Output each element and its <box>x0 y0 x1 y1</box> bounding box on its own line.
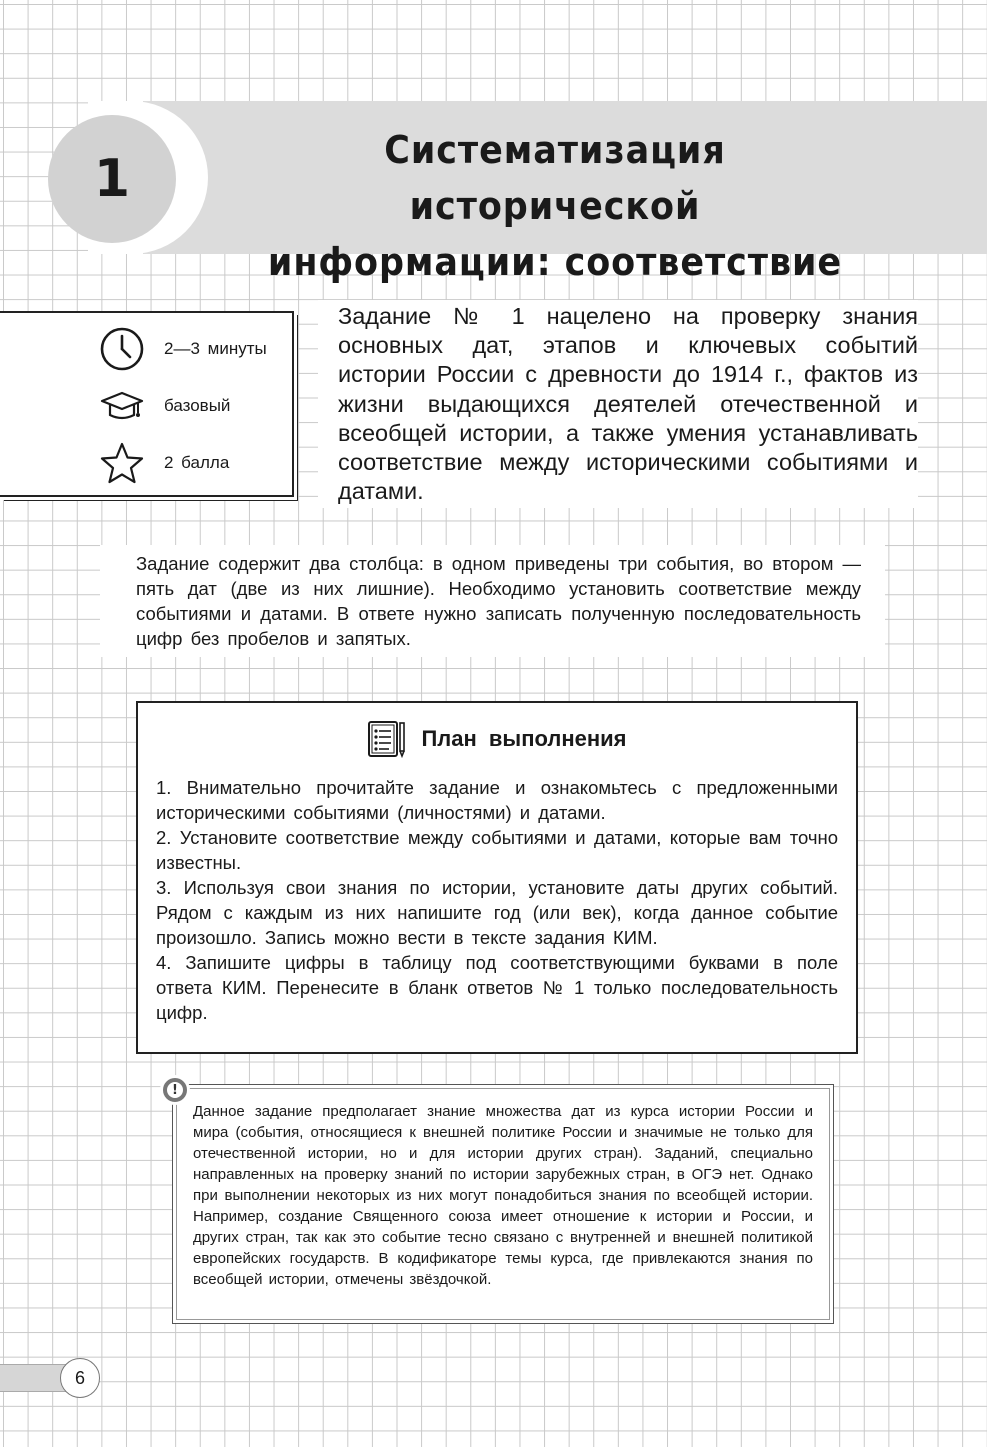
info-score-label: 2 балла <box>164 453 230 472</box>
task-description-block <box>100 545 885 657</box>
page-number-badge <box>60 1358 100 1398</box>
chapter-number-badge <box>48 115 176 243</box>
page-number: 6 <box>74 1367 85 1388</box>
checklist-icon <box>367 720 407 758</box>
page-number-bar <box>0 1364 68 1392</box>
note-box <box>172 1084 834 1324</box>
chapter-title-line-1: Систематизация исторической <box>384 128 726 228</box>
note-text: Данное задание предполагает знание множества дат из курса истории России и мира (события, относящиеся к внешней политике России и значимые не только для отечественной истории, но и для истории других стран). Заданий, специально направленных на проверку знаний по истории зарубежных стран, в ОГЭ нет. Однако при выполнении некоторых из них могут понадобиться знания по всеобщей истории. Например, создание Священного союза имеет отношение к истории и России, и других стран, так как это событие тесно связано с внутренней и внешней политикой европейских государств. В кодификаторе темы курса, где привлекаются знания по всеобщей истории, отмечены звёздочкой. <box>193 1103 813 1288</box>
plan-title: План выполнения <box>421 726 627 751</box>
plan-step-3: 3. Используя свои знания по истории, установите даты других событий. Рядом с каждым из них напишите год (или век), когда данное событие произошло. Запись можно вести в тексте задания КИМ. <box>156 877 838 948</box>
exclamation-icon <box>160 1075 190 1105</box>
info-level-row <box>98 382 230 430</box>
chapter-title-line-2: информации: соответствие <box>267 240 843 284</box>
graduation-cap-icon <box>98 382 146 430</box>
intro-paragraph: Задание № 1 нацелено на проверку знания основных дат, этапов и ключевых событий истории России с древности до 1914 г., фактов из жизни выдающихся деятелей отечественной и всеобщей истории, а также умения устанавливать соответствие между историческими событиями и датами. <box>318 300 918 508</box>
task-description-text: Задание содержит два столбца: в одном приведены три события, во втором — пять дат (две из них лишние). Необходимо установить соответствие между событиями и датами. В ответе нужно записать полученную последовательность цифр без пробелов и запятых. <box>136 553 861 649</box>
info-score-row <box>98 439 229 487</box>
plan-step-4: 4. Запишите цифры в таблицу под соответствующими буквами в поле ответа КИМ. Перенесите в бланк ответов № 1 только последовательность цифр. <box>156 952 838 1023</box>
plan-step-1: 1. Внимательно прочитайте задание и ознакомьтесь с предложенными историческими событиями (личностями) и датами. <box>156 777 838 823</box>
exclamation-icon-symbol: ! <box>167 1082 183 1098</box>
chapter-title <box>238 122 873 290</box>
clock-icon <box>98 325 146 373</box>
plan-box <box>136 701 858 1054</box>
plan-step-2: 2. Установите соответствие между событиями и датами, которые вам точно известны. <box>156 827 838 873</box>
chapter-number: 1 <box>93 149 131 209</box>
star-icon <box>98 439 146 487</box>
plan-header <box>156 703 838 775</box>
info-level-label: базовый <box>164 396 231 415</box>
info-time-label: 2—3 минуты <box>164 339 267 358</box>
info-time-row <box>98 325 267 373</box>
task-info-box <box>0 311 294 497</box>
